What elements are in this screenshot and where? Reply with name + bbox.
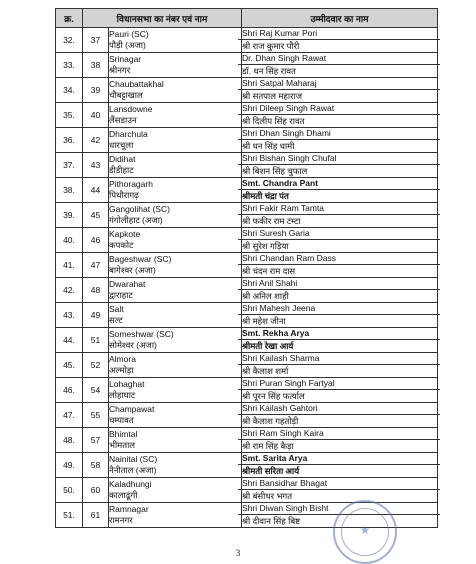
constituency-name-english: Almora [109,354,136,364]
constituency-number: 49 [83,303,109,328]
constituency-name-english: Nainital (SC) [109,454,158,464]
candidate-name-cell [242,178,438,203]
header-candidate: उम्मीदवार का नाम [242,9,438,28]
constituency-name-hindi: सोमेश्वर (अजा) [109,340,157,350]
table-row [56,103,438,128]
constituency-name-hindi: सल्ट [109,315,123,325]
constituency-name-hindi: नैनीताल (अजा) [109,465,157,475]
table-header-row [56,9,438,28]
candidate-name-english: Smt. Sarita Arya [238,453,440,465]
constituency-name-english: Gangolihat (SC) [109,204,170,214]
constituency-name-hindi: धारचूला [109,140,134,150]
candidate-name-english: Shri Kailash Gahtori [238,403,440,415]
table-row [56,478,438,503]
constituency-name-english: Ramnagar [109,504,149,514]
candidate-name-cell [242,203,438,228]
candidate-name-cell [242,328,438,353]
candidate-name-english: Shri Bansidhar Bhagat [238,478,440,490]
table-row [56,78,438,103]
constituency-name-hindi: श्रीनगर [109,65,131,75]
constituency-number: 39 [83,78,109,103]
candidate-name-cell [242,53,438,78]
candidate-name-cell [242,78,438,103]
constituency-number: 47 [83,253,109,278]
constituency-name-cell [109,78,242,103]
table-row [56,453,438,478]
constituency-number: 54 [83,378,109,403]
serial-number: 43. [56,303,83,328]
candidate-name-cell [242,153,438,178]
constituency-name-hindi: पिथौरागढ़ [109,190,139,200]
serial-number: 40. [56,228,83,253]
constituency-name-cell [109,328,242,353]
constituency-name-english: Pithoragarh [109,179,153,189]
serial-number: 47. [56,403,83,428]
constituency-name-english: Bhimtal [109,429,138,439]
constituency-name-english: Srinagar [109,54,142,64]
candidate-name-cell [242,453,438,478]
constituency-number: 52 [83,353,109,378]
candidate-name-english: Shri Puran Singh Fartyal [238,378,440,390]
candidate-name-english: Dr. Dhan Singh Rawat [238,53,440,65]
constituency-name-cell [109,478,242,503]
constituency-name-hindi: कालाढूंगी [109,490,138,500]
candidate-name-cell [242,353,438,378]
candidate-name-hindi: श्री कैलाश गहतोड़ी [242,416,299,426]
constituency-name-cell [109,278,242,303]
table-row [56,228,438,253]
constituency-name-hindi: चम्पावत [109,415,134,425]
serial-number: 51. [56,503,83,528]
constituency-name-hindi: रामनगर [109,515,133,525]
constituency-name-cell [109,203,242,228]
header-constituency: विधानसभा का नंबर एवं नाम [83,9,242,28]
constituency-number: 57 [83,428,109,453]
constituency-name-hindi: लैंसडाउन [109,115,137,125]
serial-number: 39. [56,203,83,228]
serial-number: 48. [56,428,83,453]
constituency-number: 60 [83,478,109,503]
candidate-name-english: Shri Fakir Ram Tamta [238,203,440,215]
constituency-name-cell [109,128,242,153]
serial-number: 37. [56,153,83,178]
constituency-name-english: Lohaghat [109,379,145,389]
constituency-name-english: Kaladhungi [109,479,152,489]
constituency-name-english: Pauri (SC) [109,29,149,39]
candidate-name-cell [242,378,438,403]
candidate-name-cell [242,253,438,278]
serial-number: 33. [56,53,83,78]
constituency-number: 43 [83,153,109,178]
constituency-number: 42 [83,128,109,153]
constituency-name-hindi: बागेश्वर (अजा) [109,265,156,275]
constituency-name-cell [109,403,242,428]
table-row [56,378,438,403]
constituency-name-english: Chaubattakhal [109,79,164,89]
candidate-name-cell [242,303,438,328]
constituency-name-cell [109,178,242,203]
serial-number: 42. [56,278,83,303]
candidate-name-hindi: श्री चंदन राम दास [242,266,296,276]
serial-number: 35. [56,103,83,128]
table-row [56,328,438,353]
candidate-name-english: Shri Chandan Ram Dass [238,253,440,265]
serial-number: 49. [56,453,83,478]
serial-number: 38. [56,178,83,203]
table-row [56,278,438,303]
table-row [56,428,438,453]
constituency-name-hindi: गंगोलीहाट (अजा) [109,215,163,225]
constituency-number: 55 [83,403,109,428]
constituency-name-cell [109,378,242,403]
serial-number: 41. [56,253,83,278]
constituency-name-cell [109,503,242,528]
constituency-name-cell [109,103,242,128]
candidate-name-hindi: श्री राम सिंह कैड़ा [242,441,294,451]
candidate-name-hindi: श्री बिशन सिंह चुफाल [242,166,308,176]
candidate-name-hindi: श्री दीवान सिंह बिष्ट [242,516,301,526]
constituency-number: 40 [83,103,109,128]
constituency-name-english: Someshwar (SC) [109,329,174,339]
constituency-name-hindi: चौबट्टाखाल [109,90,143,100]
constituency-name-cell [109,303,242,328]
candidate-name-hindi: श्री पूरन सिंह फर्त्याल [242,391,305,401]
table-row [56,353,438,378]
table-row [56,303,438,328]
candidate-name-cell [242,103,438,128]
constituency-number: 61 [83,503,109,528]
candidate-name-hindi: श्री धन सिंह धामी [242,141,295,151]
constituency-number: 45 [83,203,109,228]
candidate-name-hindi: श्रीमती रेखा आर्य [242,341,294,351]
candidate-name-hindi: श्री कैलाश शर्मा [242,366,289,376]
constituency-name-english: Kapkote [109,229,141,239]
constituency-name-cell [109,353,242,378]
constituency-number: 51 [83,328,109,353]
candidate-table [55,8,438,528]
constituency-name-hindi: लोहाघाट [109,390,136,400]
candidate-name-cell [242,28,438,53]
constituency-name-cell [109,253,242,278]
candidate-name-cell [242,278,438,303]
candidate-name-hindi: श्री सुरेश गड़िया [242,241,289,251]
candidate-name-cell [242,428,438,453]
candidate-name-hindi: श्रीमती चंद्रा पंत [242,191,289,201]
constituency-name-cell [109,428,242,453]
constituency-name-cell [109,53,242,78]
candidate-name-cell [242,128,438,153]
constituency-name-hindi: पौड़ी (अजा) [109,40,146,50]
candidate-name-english: Smt. Rekha Arya [238,328,440,340]
constituency-name-cell [109,453,242,478]
constituency-name-hindi: द्वाराहाट [109,290,133,300]
candidate-name-english: Shri Dileep Singh Rawat [238,103,440,115]
candidate-name-hindi: श्री दिलीप सिंह रावत [242,116,305,126]
candidate-name-cell [242,228,438,253]
candidate-name-cell [242,403,438,428]
constituency-number: 48 [83,278,109,303]
constituency-number: 44 [83,178,109,203]
candidate-name-english: Shri Satpal Maharaj [238,78,440,90]
constituency-number: 38 [83,53,109,78]
constituency-name-hindi: भीमताल [109,440,136,450]
candidate-name-hindi: श्री बंसीधर भगत [242,491,293,501]
table-row [56,28,438,53]
candidate-name-hindi: श्री अनिल शाही [242,291,289,301]
candidate-name-hindi: श्री महेश जीना [242,316,286,326]
constituency-name-english: Lansdowne [109,104,153,114]
constituency-name-english: Salt [109,304,124,314]
candidate-name-english: Shri Bishan Singh Chufal [238,153,440,165]
serial-number: 45. [56,353,83,378]
constituency-number: 46 [83,228,109,253]
constituency-name-english: Dharchula [109,129,148,139]
table-row [56,53,438,78]
serial-number: 46. [56,378,83,403]
candidate-name-english: Shri Dhan Singh Dhami [238,128,440,140]
constituency-name-english: Didihat [109,154,136,164]
table-row [56,203,438,228]
candidate-name-english: Shri Kailash Sharma [238,353,440,365]
serial-number: 34. [56,78,83,103]
constituency-name-english: Bageshwar (SC) [109,254,172,264]
constituency-name-english: Dwarahat [109,279,146,289]
table-row [56,178,438,203]
candidate-name-hindi: श्री राज कुमार पौरी [242,41,300,51]
header-serial: क्र. [56,9,83,28]
constituency-name-cell [109,228,242,253]
candidate-name-english: Shri Ram Singh Kaira [238,428,440,440]
candidate-name-cell [242,478,438,503]
serial-number: 32. [56,28,83,53]
constituency-name-english: Champawat [109,404,155,414]
table-row [56,153,438,178]
page-number: 3 [235,548,241,558]
candidate-name-english: Smt. Chandra Pant [238,178,440,190]
candidate-name-english: Shri Mahesh Jeena [238,303,440,315]
candidate-name-hindi: डॉ. धन सिंह रावत [242,66,296,76]
table-row [56,253,438,278]
serial-number: 36. [56,128,83,153]
candidate-name-english: Shri Suresh Garia [238,228,440,240]
constituency-number: 37 [83,28,109,53]
constituency-name-cell [109,28,242,53]
constituency-name-hindi: कपकोट [109,240,134,250]
candidate-name-english: Shri Diwan Singh Bisht [238,503,440,515]
candidate-name-english: Shri Anil Shahi [238,278,440,290]
table-row [56,403,438,428]
table-body [56,28,438,528]
candidate-name-hindi: श्री सतपाल महाराज [242,91,303,101]
table-row [56,128,438,153]
serial-number: 44. [56,328,83,353]
constituency-number: 58 [83,453,109,478]
constituency-name-hindi: अल्मोड़ा [109,365,134,375]
candidate-name-hindi: श्री फकीर राम टम्टा [242,216,301,226]
constituency-name-hindi: डीडीहाट [109,165,134,175]
serial-number: 50. [56,478,83,503]
constituency-name-cell [109,153,242,178]
candidate-name-hindi: श्रीमती सरिता आर्य [242,466,300,476]
candidate-name-english: Shri Raj Kumar Pori [238,28,440,40]
